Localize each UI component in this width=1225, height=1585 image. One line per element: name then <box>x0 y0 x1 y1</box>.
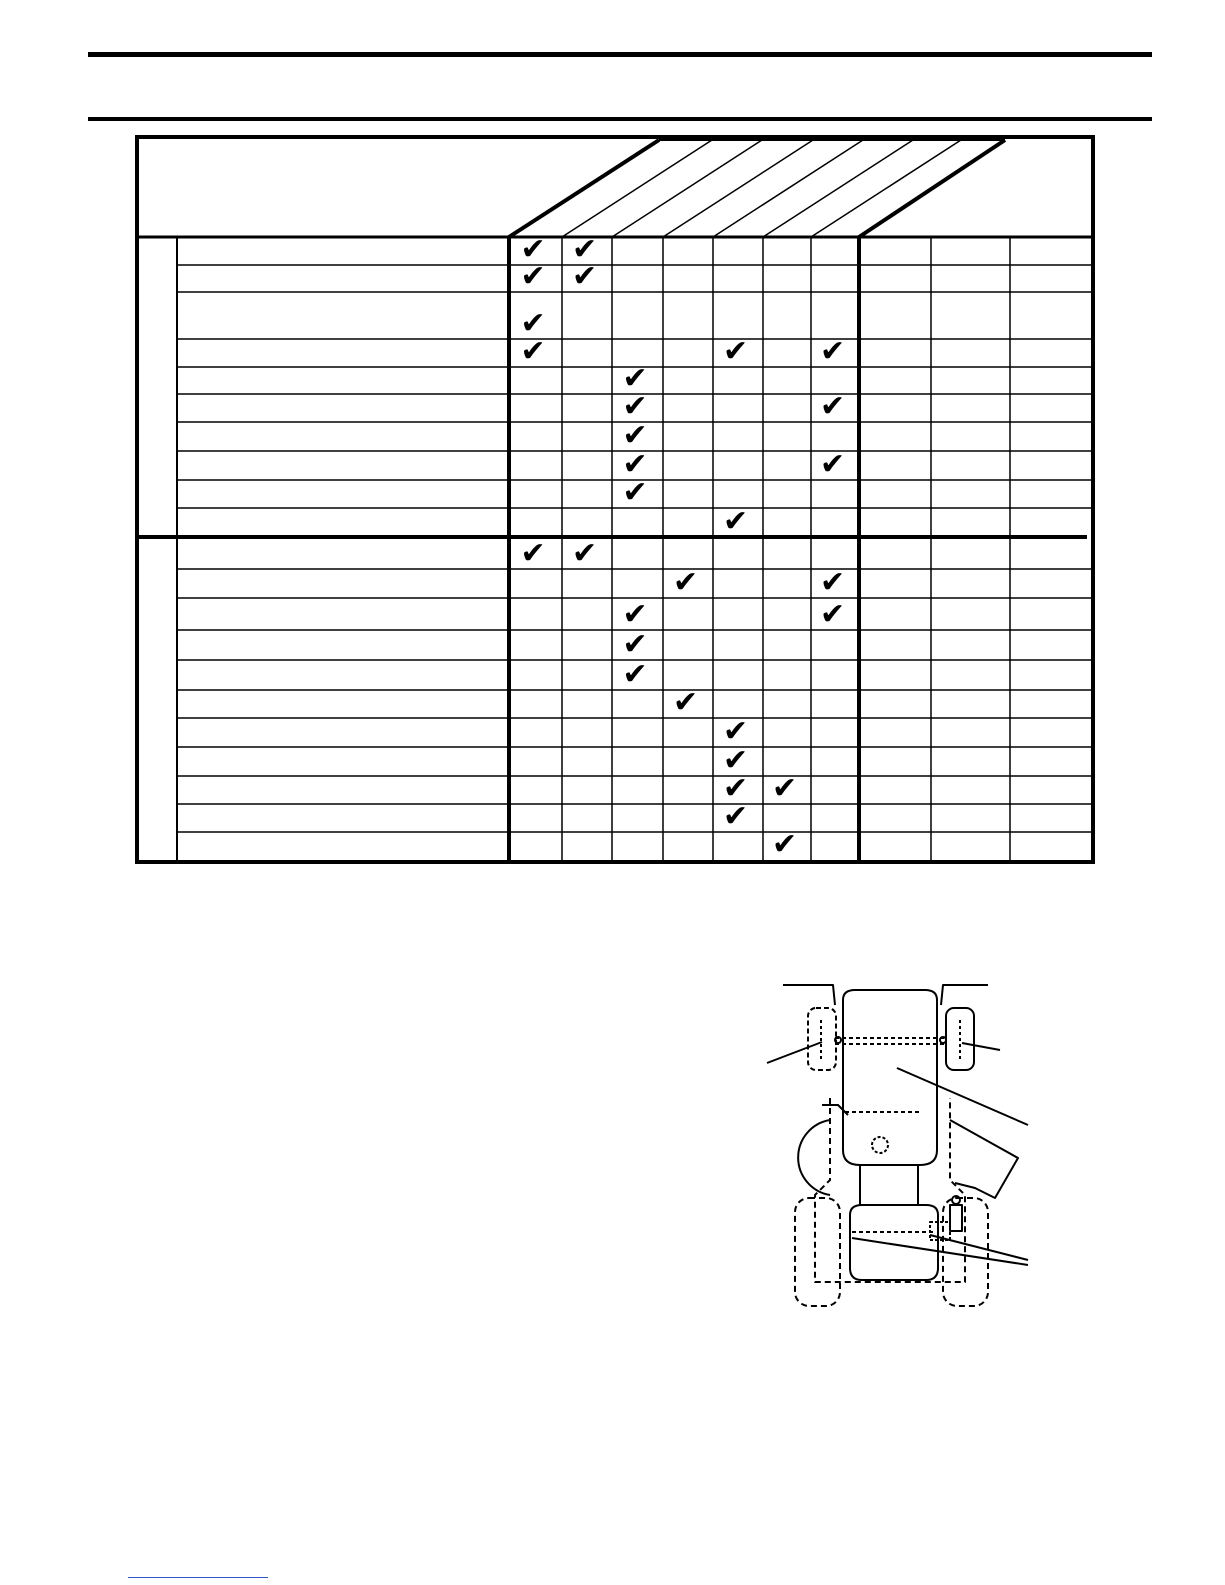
check-mark: ✔ <box>520 259 546 294</box>
check-mark: ✔ <box>572 259 598 294</box>
check-mark: ✔ <box>723 743 749 778</box>
left-pivot <box>835 1037 841 1043</box>
check-mark: ✔ <box>820 447 846 482</box>
check-mark: ✔ <box>723 714 749 749</box>
frame-middle <box>860 1165 918 1205</box>
check-mark: ✔ <box>723 334 749 369</box>
leader-rear-1 <box>852 1238 1028 1265</box>
check-mark: ✔ <box>820 597 846 632</box>
header-slant-divider <box>763 140 913 237</box>
check-mark: ✔ <box>820 565 846 600</box>
lever <box>822 1105 848 1115</box>
check-mark: ✔ <box>622 627 648 662</box>
check-mark: ✔ <box>622 475 648 510</box>
check-mark: ✔ <box>572 536 598 571</box>
check-mark: ✔ <box>622 389 648 424</box>
deck-outline <box>815 1098 965 1282</box>
check-mark: ✔ <box>820 389 846 424</box>
leader-left-tire <box>767 1042 822 1063</box>
right-front-guide <box>941 985 988 1005</box>
check-mark: ✔ <box>622 418 648 453</box>
hood-outline <box>843 990 937 1165</box>
check-mark: ✔ <box>622 597 648 632</box>
seat-outline <box>850 1205 938 1280</box>
check-mark: ✔ <box>772 827 798 862</box>
check-mark: ✔ <box>772 771 798 806</box>
lift-lever <box>950 1205 962 1231</box>
header-slant-divider <box>713 140 863 237</box>
check-mark: ✔ <box>520 306 546 341</box>
left-rear-tire <box>795 1198 840 1306</box>
left-front-guide <box>783 985 835 1005</box>
check-mark: ✔ <box>673 565 699 600</box>
check-mark: ✔ <box>820 334 846 369</box>
grass-deflector <box>798 1120 830 1195</box>
check-mark: ✔ <box>622 657 648 692</box>
check-mark: ✔ <box>723 504 749 539</box>
check-mark: ✔ <box>723 771 749 806</box>
check-mark: ✔ <box>622 447 648 482</box>
check-mark: ✔ <box>622 361 648 396</box>
leader-rear-2 <box>930 1235 1028 1260</box>
tractor-service-diagram <box>760 980 1060 1310</box>
check-mark: ✔ <box>572 232 598 267</box>
fuel-cap <box>872 1137 888 1153</box>
header-slant-divider <box>663 140 813 237</box>
check-mark: ✔ <box>520 536 546 571</box>
right-pivot <box>940 1037 946 1043</box>
leader-right-tire <box>962 1043 1000 1050</box>
leader-hood <box>897 1068 1028 1125</box>
check-mark: ✔ <box>723 799 749 834</box>
check-mark: ✔ <box>520 232 546 267</box>
check-mark: ✔ <box>520 334 546 369</box>
check-mark: ✔ <box>673 685 699 720</box>
discharge-chute <box>950 1120 1018 1198</box>
header-slant-divider <box>811 140 961 237</box>
footer-link-underline[interactable] <box>128 1577 268 1578</box>
header-slant-right <box>859 140 1005 237</box>
table-frame <box>137 137 1093 862</box>
